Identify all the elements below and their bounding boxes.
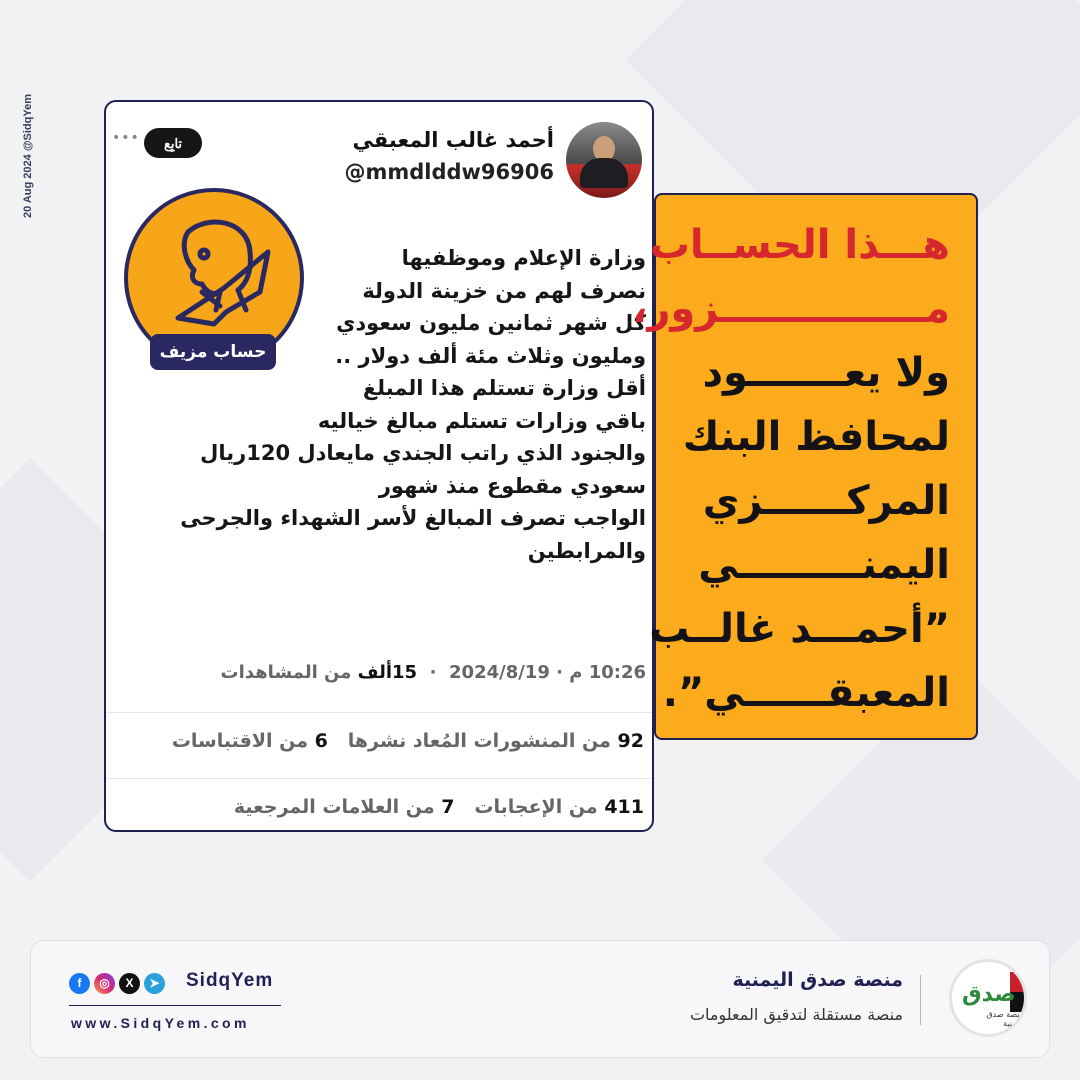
likes-label[interactable]: من الإعجابات <box>474 796 598 818</box>
views-count: 15ألف <box>357 662 418 683</box>
footer-bar <box>30 940 1050 1058</box>
engagement-row-1 <box>172 730 644 752</box>
claim-line: ”أحمـــد غالــب <box>649 606 950 652</box>
social-icons <box>69 973 165 994</box>
logo-subtext: منصة صدق اليمنية <box>986 1010 1024 1028</box>
footer-separator <box>920 975 921 1025</box>
x-icon[interactable]: X <box>119 973 140 994</box>
tweet-card <box>104 100 654 832</box>
reposts-count[interactable]: 92 <box>617 730 644 752</box>
stats-divider <box>106 778 652 779</box>
logo-wordmark: صدق <box>962 982 1016 1007</box>
footer-subtitle: منصة مستقلة لتدقيق المعلومات <box>689 1005 903 1024</box>
tweet-datetime[interactable]: 10:26 م · 2024/8/19 <box>449 662 646 683</box>
reposts-label[interactable]: من المنشورات المُعاد نشرها <box>347 730 611 752</box>
follow-button[interactable]: تابِع <box>144 128 202 158</box>
claim-line: مـــــــــــــــزور، <box>632 286 950 332</box>
avatar-suit <box>580 158 628 188</box>
claim-box <box>632 193 978 740</box>
brand-name[interactable]: SidqYem <box>186 970 274 991</box>
claim-line: ولا يعـــــــود <box>702 350 950 396</box>
side-date-caption: 20 Aug 2024 @SidqYem <box>22 93 34 219</box>
sidq-logo[interactable] <box>949 959 1027 1037</box>
claim-line: المركــــــزي <box>702 478 950 524</box>
quotes-count[interactable]: 6 <box>314 730 328 752</box>
footer-title: منصة صدق اليمنية <box>732 969 903 991</box>
claim-line: لمحافظ البنك <box>682 414 950 460</box>
author-name[interactable]: أحمد غالب المعبقي <box>352 128 554 152</box>
tweet-meta: 10:26 م · 2024/8/19 · 15ألف من المشاهدات <box>220 662 646 683</box>
fake-account-label: حساب مزيف <box>150 334 276 370</box>
bookmarks-label[interactable]: من العلامات المرجعية <box>233 796 435 818</box>
author-handle[interactable]: @mmdlddw96906 <box>344 160 554 184</box>
website-link[interactable]: www.SidqYem.com <box>71 1015 250 1031</box>
footer-rule <box>69 1005 281 1006</box>
avatar[interactable] <box>566 122 642 198</box>
claim-line: اليمنـــــــــي <box>698 542 950 588</box>
facebook-icon[interactable]: f <box>69 973 90 994</box>
stats-divider <box>106 712 652 713</box>
more-dots-icon[interactable]: ••• <box>112 130 140 146</box>
bookmarks-count[interactable]: 7 <box>441 796 455 818</box>
engagement-row-2 <box>234 796 644 818</box>
tweet-text: وزارة الإعلام وموظفيها نصرف لهم من خزينة الدولة كل شهر ثمانين مليون سعودي ومليون وثلاث مئة ألف دولار .. أقل وزارة تستلم هذا المبلغ باقي وزارات تستلم مبالغ خياليه والجنود الذي راتب الجندي مايعادل 120ريال سعودي مقطوع منذ شهور الواجب تصرف المبالغ لأسر الشهداء والجرحى والمرابطين <box>180 246 646 563</box>
likes-count[interactable]: 411 <box>604 796 644 818</box>
views-label: من المشاهدات <box>220 662 352 683</box>
quotes-label[interactable]: من الاقتباسات <box>171 730 308 752</box>
telegram-icon[interactable]: ➤ <box>144 973 165 994</box>
instagram-icon[interactable]: ◎ <box>94 973 115 994</box>
claim-line: المعبقــــــي”. <box>662 670 950 716</box>
claim-line: هـــذا الحســاب <box>649 222 950 268</box>
